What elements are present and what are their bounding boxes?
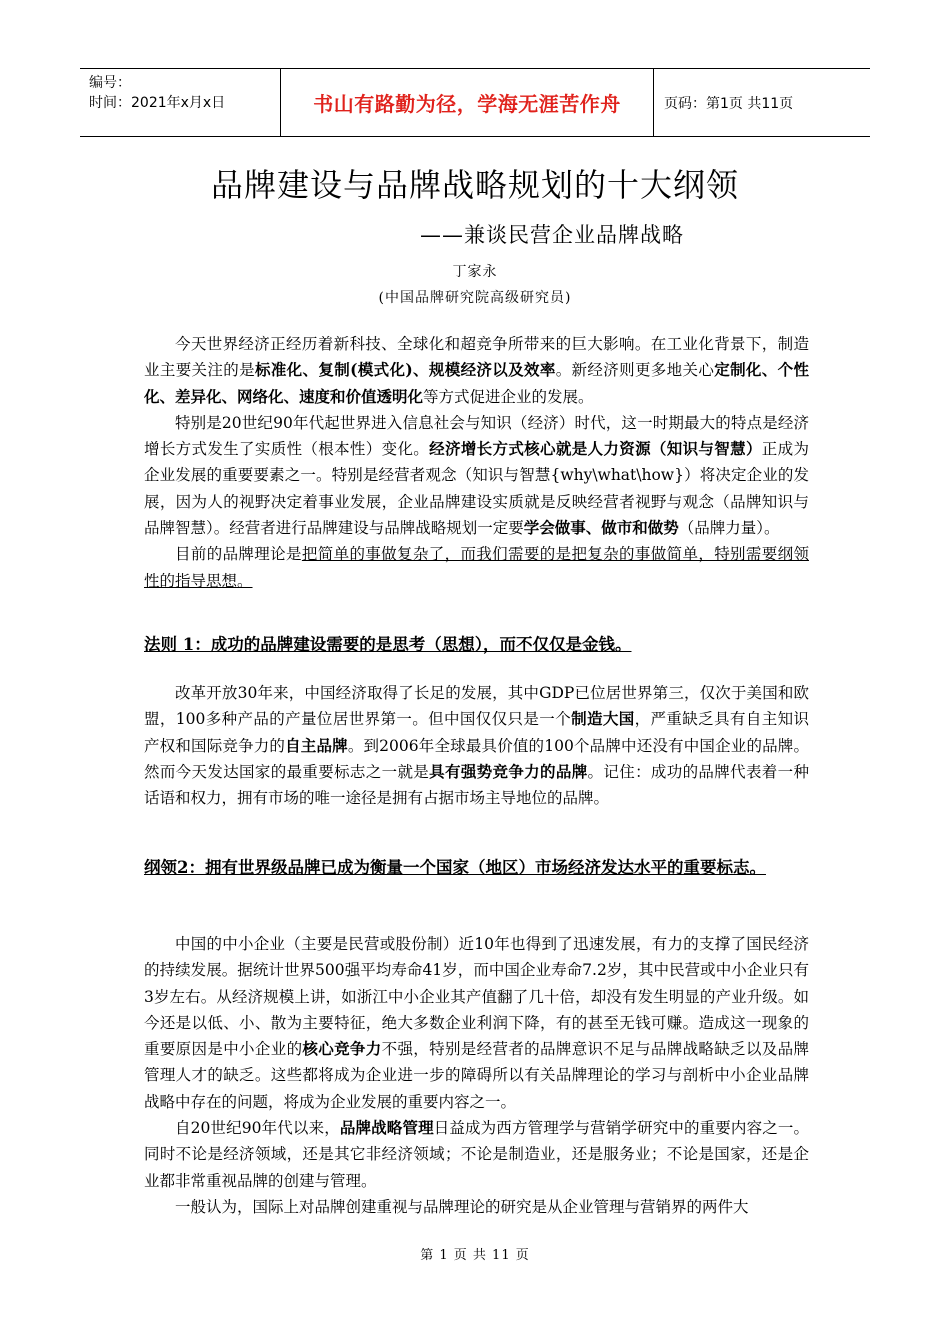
header-meta-cell bbox=[80, 69, 281, 136]
intro-paragraph-3: 目前的品牌理论是把简单的事做复杂了，而我们需要的是把复杂的事做简单，特别需要纲领性的指导思想。 bbox=[144, 545, 809, 590]
author-affiliation: (中国品牌研究院高级研究员) bbox=[378, 290, 572, 306]
rule-2-section bbox=[144, 931, 809, 1220]
document-number-label: 编号： bbox=[89, 75, 131, 91]
intro-paragraph-1: 今天世界经济正经历着新科技、全球化和超竞争所带来的巨大影响。在工业化背景下，制造业主要关注的是标准化、复制(模式化)、规模经济以及效率。新经济则更多地关心定制化、个性化、差异化、网络化、速度和价值透明化等方式促进企业的发展。 bbox=[144, 335, 809, 406]
document-title: 品牌建设与品牌战略规划的十大纲领 bbox=[210, 166, 739, 204]
document-date-label: 时间：2021年x月x日 bbox=[89, 95, 226, 111]
header-motto: 书山有路勤为径，学海无涯苦作舟 bbox=[281, 69, 654, 136]
rule-1-paragraph: 改革开放30年来，中国经济取得了长足的发展，其中GDP已位居世界第三，仅次于美国和欧盟，100多种产品的产量位居世界第一。但中国仅仅只是一个制造大国，严重缺乏具有自主知识产权和国际竞争力的自主品牌。到2006年全球最具价值的100个品牌中还没有中国企业的品牌。然而今天发达国家的最重要标志之一就是具有强势竞争力的品牌。记住：成功的品牌代表着一种话语和权力，拥有市场的唯一途径是拥有占据市场主导地位的品牌。 bbox=[144, 684, 809, 808]
rule-1-heading: 法则 1：成功的品牌建设需要的是思考（思想），而不仅仅是金钱。 bbox=[144, 635, 632, 654]
header-table bbox=[80, 68, 870, 137]
intro-paragraph-2: 特别是20世纪90年代起世界进入信息社会与知识（经济）时代，这一时期最大的特点是经济增长方式发生了实质性（根本性）变化。经济增长方式核心就是人力资源（知识与智慧）正成为企业发展的重要要素之一。特别是经营者观念（知识与智慧{why\what\how}）将决定企业的发展，因为人的视野决定着事业发展，企业品牌建设实质就是反映经营者视野与观念（品牌知识与品牌智慧）。经营者进行品牌建设与品牌战略规划一定要学会做事、做市和做势（品牌力量）。 bbox=[144, 413, 809, 538]
rule-2-paragraph-1: 中国的中小企业（主要是民营或股份制）近10年也得到了迅速发展，有力的支撑了国民经济的持续发展。据统计世界500强平均寿命41岁，而中国企业寿命7.2岁，其中民营或中小企业只有3岁左右。从经济规模上讲，如浙江中小企业其产值翻了几十倍，却没有发生明显的产业升级。如今还是以低、小、散为主要特征，绝大多数企业利润下降，有的甚至无钱可赚。造成这一现象的重要原因是中小企业的核心竞争力不强，特别是经营者的品牌意识不足与品牌战略缺乏以及品牌管理人才的缺乏。这些都将成为企业进一步的障碍所以有关品牌理论的学习与剖析中小企业品牌战略中存在的问题，将成为企业发展的重要内容之一。 bbox=[144, 935, 809, 1111]
document-subtitle: ——兼谈民营企业品牌战略 bbox=[420, 223, 684, 247]
page-footer: 第 1 页 共 11 页 bbox=[420, 1248, 530, 1263]
rule-2-paragraph-2: 自20世纪90年代以来，品牌战略管理日益成为西方管理学与营销学研究中的重要内容之一。同时不论是经济领域，还是其它非经济领域；不论是制造业，还是服务业；不论是国家，还是企业都非常重视品牌的创建与管理。 bbox=[144, 1118, 809, 1190]
intro-section bbox=[144, 331, 809, 594]
header-page-info: 页码：第1页 共11页 bbox=[664, 95, 794, 112]
author-name: 丁家永 bbox=[452, 264, 498, 280]
rule-1-section bbox=[144, 680, 809, 811]
rule-2-paragraph-3: 一般认为，国际上对品牌创建重视与品牌理论的研究是从企业管理与营销界的两件大 bbox=[175, 1197, 749, 1216]
rule-2-heading: 纲领2：拥有世界级品牌已成为衡量一个国家（地区）市场经济发达水平的重要标志。 bbox=[144, 858, 766, 877]
